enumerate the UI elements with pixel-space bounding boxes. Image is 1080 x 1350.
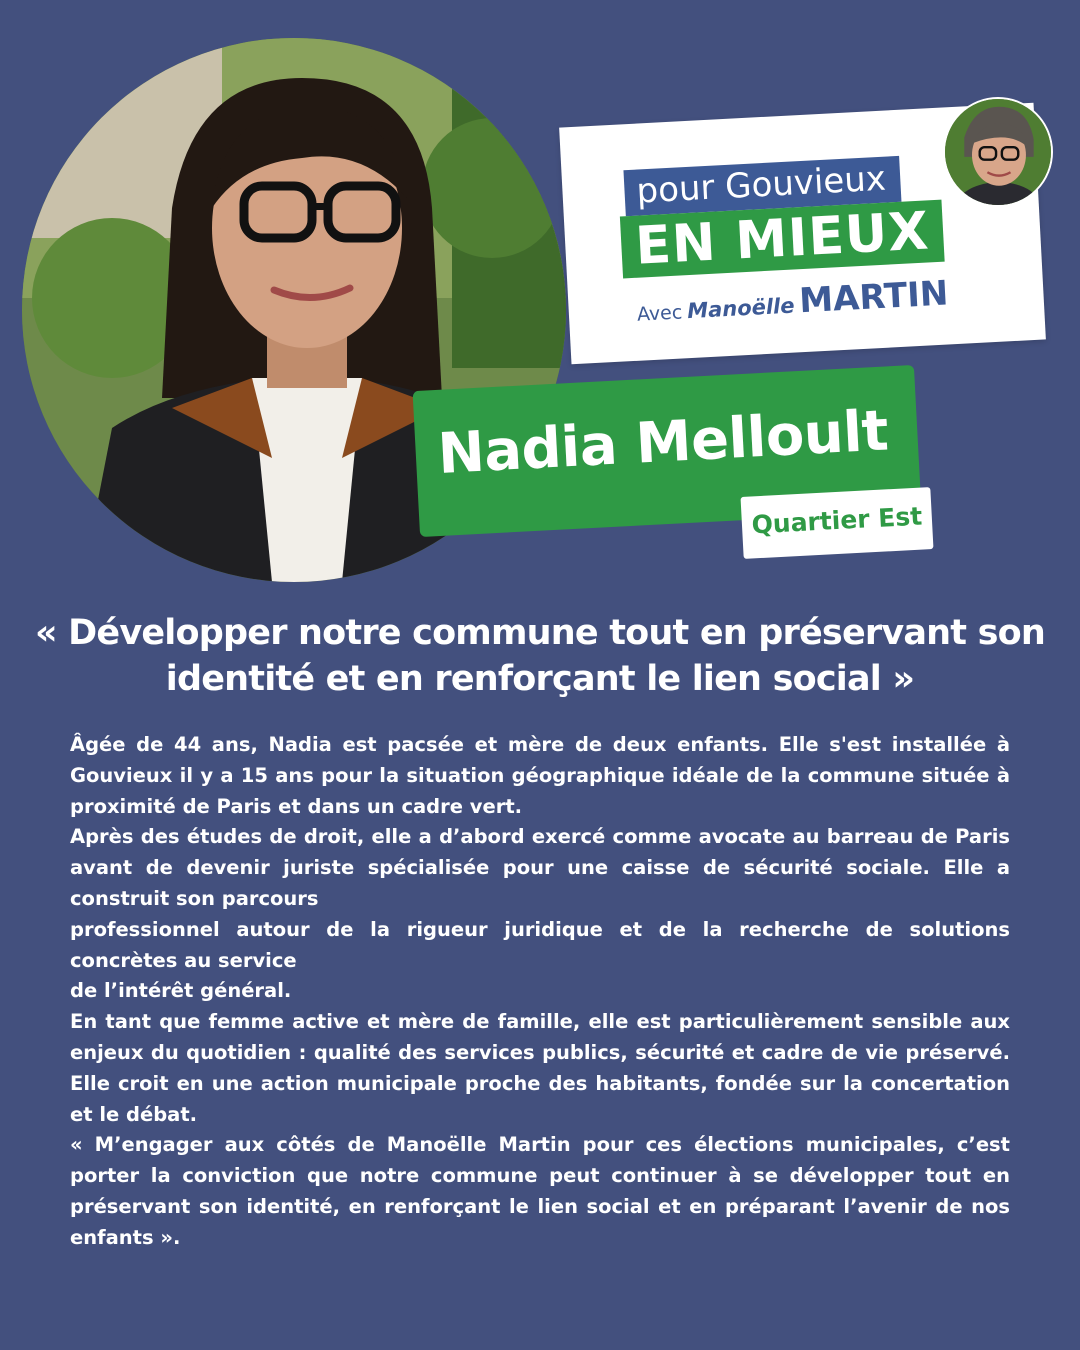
district-label: Quartier Est [750, 501, 923, 540]
candidate-name: Nadia Melloult [436, 398, 890, 487]
leader-headshot [943, 97, 1053, 207]
logo-first-name: Manoëlle [686, 293, 796, 324]
quote-line-2: identité et en renforçant le lien social » [165, 659, 915, 699]
logo-slogan-main: EN MIEUX [620, 200, 945, 279]
quote-line-1: « Développer notre commune tout en préservant son [34, 613, 1046, 653]
logo-last-name: MARTIN [798, 273, 950, 322]
quote-headline [0, 610, 1080, 702]
biography [70, 730, 1010, 1254]
bio-paragraph: de l’intérêt général. [70, 979, 292, 1003]
logo-avec: Avec [636, 301, 683, 326]
bio-paragraph: « M’engager aux côtés de Manoëlle Martin pour ces élections municipales, c’est porter la conviction que notre commune peut continuer à se développer tout en préservant son identité, en renforçant le lien social et en préparant l’avenir de nos enfants ». [70, 1133, 1010, 1249]
bio-paragraph: En tant que femme active et mère de famille, elle est particulièrement sensible aux enjeux du quotidien : qualité des services publics, sécurité et cadre de vie préservé. Elle croit en une action municipale proche des habitants, fondée sur la concertation et le débat. [70, 1010, 1010, 1126]
bio-paragraph: professionnel autour de la rigueur juridique et de la recherche de solutions concrètes au service [70, 917, 1010, 972]
logo-slogan-top: pour Gouvieux [623, 156, 901, 216]
bio-paragraph: Âgée de 44 ans, Nadia est pacsée et mère de deux enfants. Elle s'est installée à Gouvieux il y a 15 ans pour la situation géographique idéale de la commune située à proximité de Paris et dans un cadre vert. [70, 733, 1010, 818]
bio-paragraph: Après des études de droit, elle a d’abord exercé comme avocate au barreau de Paris avant de devenir juriste spécialisée pour une caisse de sécurité sociale. Elle a construit son parcours [70, 825, 1010, 910]
district-badge [741, 487, 934, 559]
logo-signature [636, 273, 950, 329]
